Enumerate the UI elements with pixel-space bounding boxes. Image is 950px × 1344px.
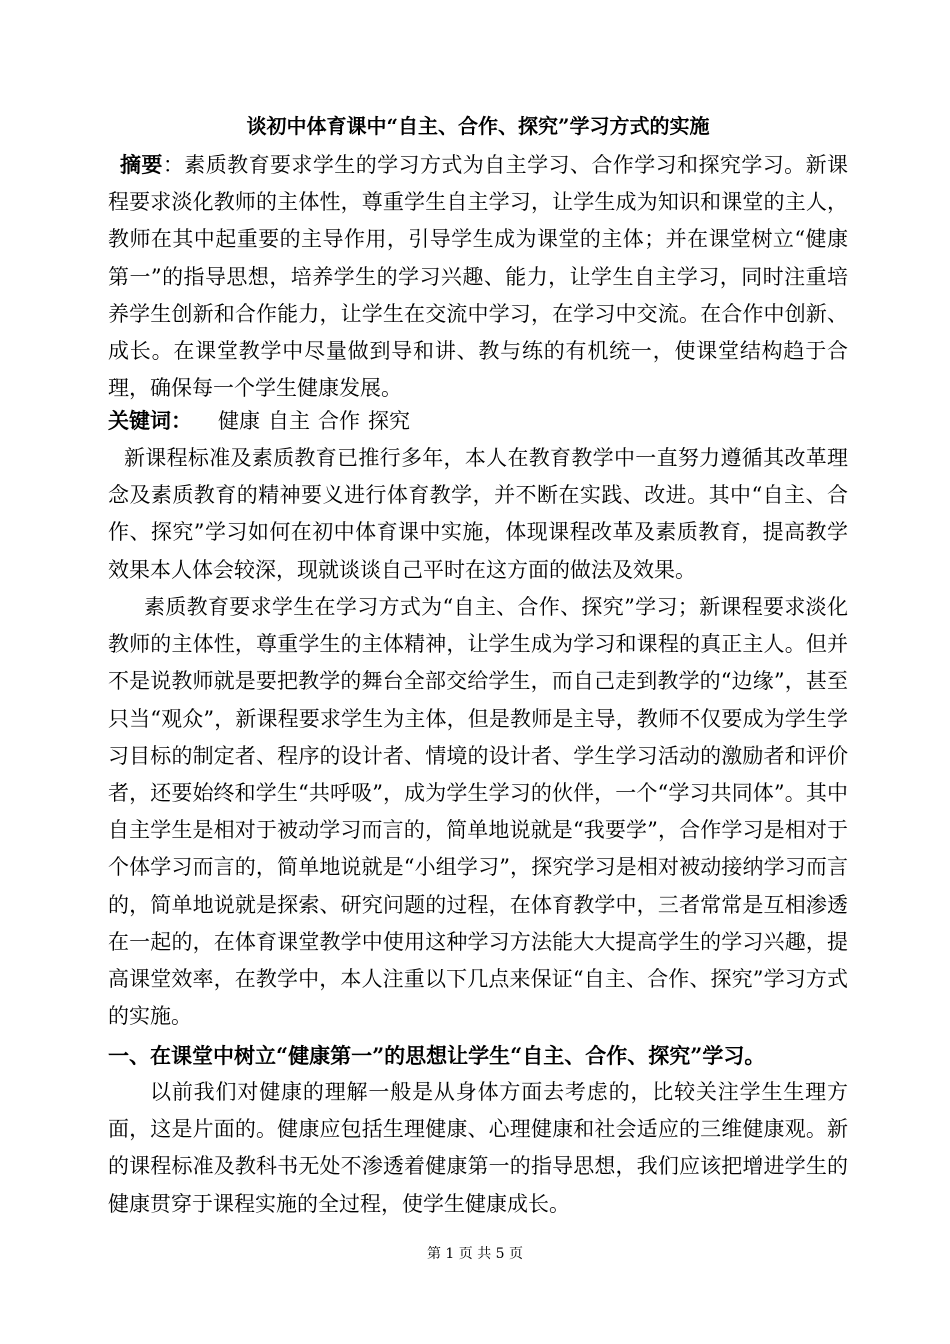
keyword: 探究 [368,409,410,433]
keyword: 合作 [318,409,360,433]
intro-paragraph: 新课程标准及素质教育已推行多年，本人在教育教学中一直努力遵循其改革理念及素质教育的精神要义进行体育教学，并不断在实践、改进。其中“自主、合作、探究”学习如何在初中体育课中实施，体现课程改革及素质教育，提高教学效果本人体会较深，现就谈谈自己平时在这方面的做法及效果。 [108,446,848,582]
keywords-label: 关键词： [108,408,192,433]
page-footer: 第 1 页 共 5 页 [426,1246,524,1262]
abstract-text: 素质教育要求学生的学习方式为自主学习、合作学习和探究学习。新课程要求淡化教师的主体性，尊重学生自主学习，让学生成为知识和课堂的主人，教师在其中起重要的主导作用，引导学生成为课堂的主体；并在课堂树立“健康第一”的指导思想，培养学生的学习兴趣、能力，让学生自主学习，同时注重培养学生创新和合作能力，让学生在交流中学习，在学习中交流。在合作中创新、成长。在课堂教学中尽量做到导和讲、教与练的有机统一，使课堂结构趋于合理，确保每一个学生健康发展。 [108,153,849,401]
keyword: 自主 [268,409,310,433]
section-heading: 一、在课堂中树立“健康第一”的思想让学生“自主、合作、探究”学习。 [108,1043,766,1068]
document-title: 谈初中体育课中“自主、合作、探究”学习方式的实施 [246,114,710,138]
keyword: 健康 [218,409,260,433]
section-paragraph: 以前我们对健康的理解一般是从身体方面去考虑的，比较关注学生生理方面，这是片面的。健康应包括生理健康、心理健康和社会适应的三维健康观。新的课程标准及教科书无处不渗透着健康第一的指导思想，我们应该把增进学生的健康贯穿于课程实施的全过程，使学生健康成长。 [108,1080,848,1216]
keywords-line [108,406,848,436]
abstract-paragraph [108,146,848,407]
body-paragraph: 素质教育要求学生在学习方式为“自主、合作、探究”学习；新课程要求淡化教师的主体性，尊重学生的主体精神，让学生成为学习和课程的真正主人。但并不是说教师就是要把教学的舞台全部交给学生，而自己走到教学的“边缘”，甚至只当“观众”，新课程要求学生为主体，但是教师是主导，教师不仅要成为学生学习目标的制定者、程序的设计者、情境的设计者、学生学习活动的激励者和评价者，还要始终和学生“共呼吸”，成为学生学习的伙伴，一个“学习共同体”。其中自主学生是相对于被动学习而言的，简单地说就是“我要学”，合作学习是相对于个体学习而言的，简单地说就是“小组学习”，探究学习是相对被动接纳学习而言的，简单地说就是探索、研究问题的过程，在体育教学中，三者常常是互相渗透在一起的，在体育课堂教学中使用这种学习方法能大大提高学生的学习兴趣，提高课堂效率，在教学中，本人注重以下几点来保证“自主、合作、探究”学习方式的实施。 [108,595,848,1029]
abstract-label: 摘要 [120,152,163,177]
abstract-colon: ： [162,153,185,177]
